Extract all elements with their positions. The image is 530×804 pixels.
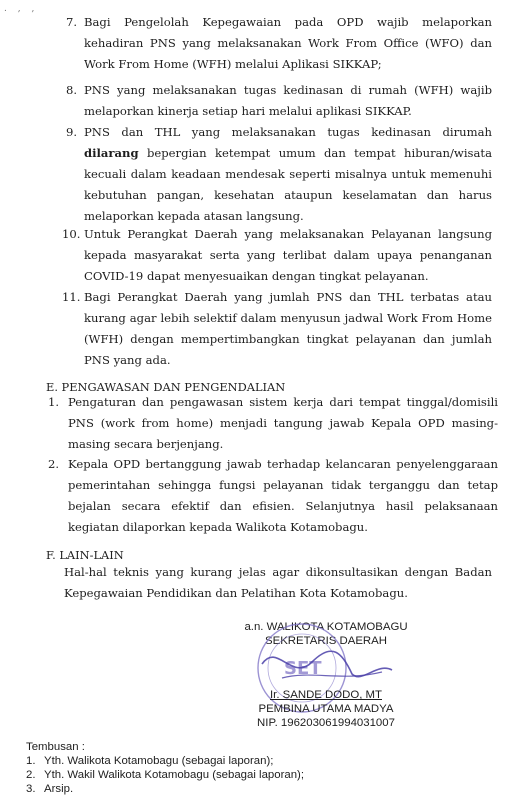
svg-text:SET: SET (284, 658, 322, 679)
section-e-item-2 (48, 454, 498, 538)
list-item-text: Yth. Walikota Kotamobagu (sebagai laporan); (44, 755, 274, 767)
list-item-text: Bagi Perangkat Daerah yang jumlah PNS dan THL terbatas atau kurang agar lebih selektif dalam menyusun jadwal Work From Home (WFH) dengan mempertimbangkan tingkat pelayanan dan jumlah PNS yang ada. (84, 290, 492, 367)
list-item-number: 1. (48, 395, 60, 409)
list-item-number: 9. (66, 125, 78, 139)
list-item-11 (62, 287, 492, 371)
section-f-text: Hal-hal teknis yang kurang jelas agar dikonsultasikan dengan Badan Kepegawaian Pendidikan dan Pelatihan Kota Kotamobagu. (64, 565, 492, 600)
list-item-number: 3. (26, 783, 36, 795)
list-item-text: Pengaturan dan pengawasan sistem kerja dari tempat tinggal/domisili PNS (work from home) menjadi tangung jawab Kepala OPD masing-masing secara berjenjang. (68, 395, 498, 451)
list-item-text: Arsip. (44, 783, 74, 795)
list-item-text: PNS yang melaksanakan tugas kedinasan di rumah (WFH) wajib melaporkan kinerja setiap hari melalui aplikasi SIKKAP. (84, 83, 492, 118)
tembusan-heading: Tembusan : (26, 741, 85, 753)
list-item-text: Kepala OPD bertanggung jawab terhadap kelancaran penyelenggaraan pemerintahan sehingga fungsi pelayanan tidak terganggu dan tetap bejalan secara efektif dan efisien. Selanjutnya hasil pelaksanaan kegiatan dilaporkan kepada Walikota Kotamobagu. (68, 457, 498, 534)
signature-title: SEKRETARIS DAERAH (265, 635, 387, 647)
section-f-heading: F. LAIN-LAIN (46, 548, 124, 562)
signatory-rank: PEMBINA UTAMA MADYA (258, 703, 394, 715)
list-item-number: 2. (48, 457, 60, 471)
list-item-8 (62, 80, 492, 122)
section-e-item-1 (48, 392, 498, 455)
tembusan-item-1 (26, 754, 273, 768)
list-item-text: Untuk Perangkat Daerah yang melaksanakan Pelayanan langsung kepada masyarakat serta yang terlibat dalam upaya penanganan COVID-19 dapat menyesuaikan dengan tingkat pelayanan. (84, 227, 492, 283)
list-item-number: 11. (62, 290, 81, 304)
tembusan-item-2 (26, 768, 304, 782)
signatory-nip: NIP. 196203061994031007 (257, 717, 395, 729)
section-e-heading: E. PENGAWASAN DAN PENGENDALIAN (46, 380, 286, 394)
list-item-number: 1. (26, 755, 36, 767)
tembusan-item-3 (26, 782, 73, 796)
list-item-number: 10. (62, 227, 81, 241)
list-item-10 (62, 224, 492, 287)
text-part: PNS dan THL yang melaksanakan tugas kedinasan dirumah (84, 125, 492, 139)
list-item-9 (62, 122, 492, 227)
list-item-text: Yth. Wakil Walikota Kotamobagu (sebagai laporan); (44, 769, 305, 781)
signature-authority: a.n. WALIKOTA KOTAMOBAGU (244, 621, 408, 633)
bold-text: dilarang (84, 146, 139, 160)
list-item-number: 2. (26, 769, 36, 781)
list-item-number: 7. (66, 15, 78, 29)
list-item-text (84, 122, 492, 227)
corner-mark: . , , (4, 4, 39, 14)
list-item-text: Bagi Pengelolah Kepegawaian pada OPD wajib melaporkan kehadiran PNS yang melaksanakan Work From Office (WFO) dan Work From Home (WFH) melalui Aplikasi SIKKAP; (84, 15, 492, 71)
list-item-number: 8. (66, 83, 78, 97)
signatory-name: Ir. SANDE DODO, MT (269, 689, 382, 701)
text-part: bepergian ketempat umum dan tempat hiburan/wisata kecuali dalam keadaan mendesak seperti misalnya untuk memenuhi kebutuhan pangan, kesehatan ataupun keselamatan dan harus melaporkan kepada atasan langsung. (84, 146, 492, 223)
list-item-7 (62, 12, 492, 75)
